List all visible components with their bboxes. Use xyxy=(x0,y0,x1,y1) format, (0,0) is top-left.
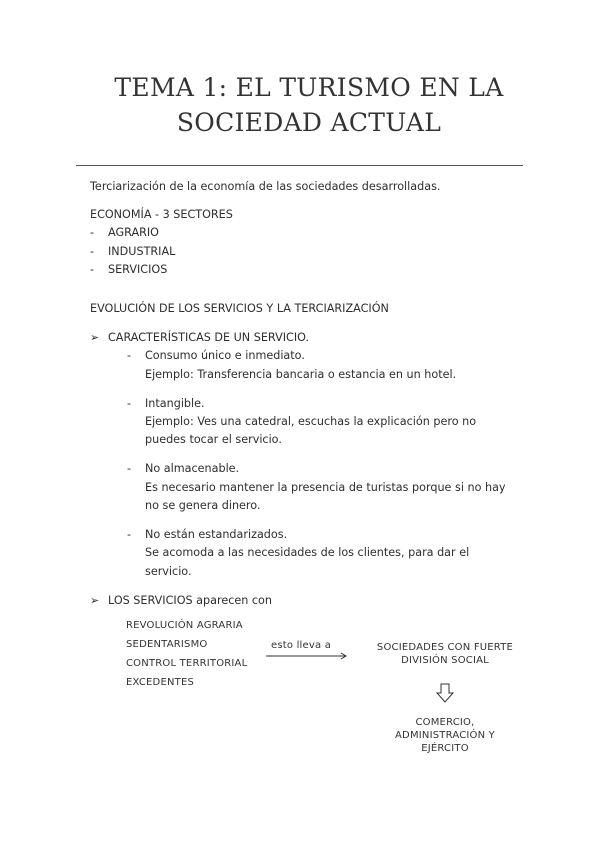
down-arrow-icon xyxy=(436,683,454,703)
characteristics-heading: CARACTERÍSTICAS DE UN SERVICIO. xyxy=(108,331,310,344)
economy-heading: ECONOMÍA - 3 SECTORES xyxy=(90,208,233,221)
sector-item: SERVICIOS xyxy=(108,263,168,276)
diagram-cause: EXCEDENTES xyxy=(126,677,195,688)
intro-text: Terciarización de la economía de las sociedades desarrolladas. xyxy=(90,180,441,193)
characteristic-title: Consumo único e inmediato. xyxy=(145,349,305,362)
dash-marker: - xyxy=(127,462,132,475)
page-title xyxy=(0,70,600,140)
dash-marker: - xyxy=(90,263,95,276)
title-line-1: TEMA 1: EL TURISMO EN LA xyxy=(114,73,504,102)
dash-marker: - xyxy=(127,349,132,362)
diagram-result-line: DIVISIÓN SOCIAL xyxy=(401,655,489,666)
dash-marker: - xyxy=(90,226,95,239)
diagram-cause: SEDENTARISMO xyxy=(126,639,208,650)
evolution-heading: EVOLUCIÓN DE LOS SERVICIOS Y LA TERCIARIZACIÓN xyxy=(90,302,389,315)
diagram-result xyxy=(362,639,528,670)
characteristic-detail: Ejemplo: Ves una catedral, escuchas la explicación pero no xyxy=(145,415,477,428)
characteristic-title: Intangible. xyxy=(145,397,205,410)
title-line-2: SOCIEDAD ACTUAL xyxy=(176,108,442,137)
characteristic-detail: servicio. xyxy=(145,565,192,578)
services-appear-text: LOS SERVICIOS aparecen con xyxy=(108,594,272,607)
diagram-final-line: EJÉRCITO xyxy=(421,743,469,754)
diagram-final-line: COMERCIO, xyxy=(415,717,475,728)
characteristic-title: No están estandarizados. xyxy=(145,528,288,541)
right-arrow-icon xyxy=(266,653,350,661)
characteristic-detail: Es necesario mantener la presencia de turistas porque si no hay xyxy=(145,481,506,494)
characteristic-detail: Ejemplo: Transferencia bancaria o estancia en un hotel. xyxy=(145,368,457,381)
characteristic-detail: puedes tocar el servicio. xyxy=(145,433,282,446)
diagram-final-line: ADMINISTRACIÓN Y xyxy=(395,730,495,741)
dash-marker: - xyxy=(90,245,95,258)
diagram-cause: CONTROL TERRITORIAL xyxy=(126,658,248,669)
diagram-arrow-label: esto lleva a xyxy=(271,640,332,651)
characteristic-detail: no se genera dinero. xyxy=(145,499,261,512)
title-divider xyxy=(76,165,523,166)
dash-marker: - xyxy=(127,397,132,410)
dash-marker: - xyxy=(127,528,132,541)
arrow-bullet-icon: ➢ xyxy=(90,594,100,607)
sector-item: AGRARIO xyxy=(108,226,159,239)
diagram-final xyxy=(370,716,520,755)
arrow-bullet-icon: ➢ xyxy=(90,331,100,344)
characteristic-detail: Se acomoda a las necesidades de los clientes, para dar el xyxy=(145,546,470,559)
characteristic-title: No almacenable. xyxy=(145,462,240,475)
sector-item: INDUSTRIAL xyxy=(108,245,176,258)
diagram-result-line: SOCIEDADES CON FUERTE xyxy=(376,642,514,653)
diagram-cause: REVOLUCIÓN AGRARIA xyxy=(126,620,243,631)
